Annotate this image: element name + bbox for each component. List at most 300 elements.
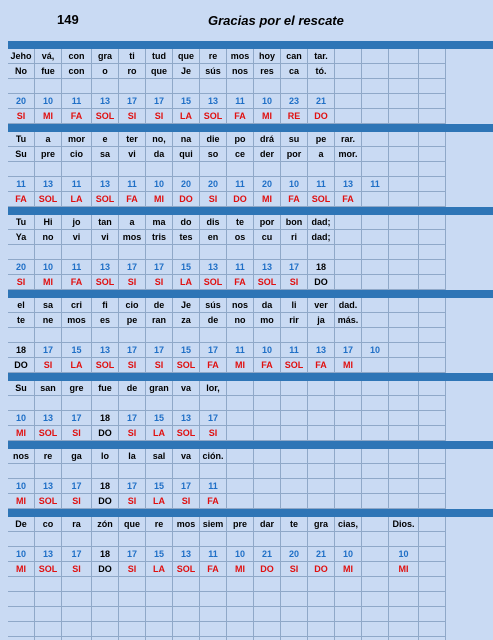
notes-cell: MI xyxy=(335,358,362,373)
notes-cell: SOL xyxy=(92,192,119,207)
numbers-cell: 11 xyxy=(200,547,227,562)
lyrics-cell xyxy=(389,298,419,313)
empty-cell xyxy=(335,328,362,343)
lyrics-cell: su xyxy=(281,132,308,147)
numbers-cell: 20 xyxy=(8,260,35,275)
lyrics-cell xyxy=(419,230,446,245)
lyrics-cell: Tu xyxy=(8,215,35,230)
lyrics-cell: te xyxy=(8,313,35,328)
empty-cell xyxy=(335,592,362,607)
empty-cell xyxy=(254,607,281,622)
empty-row xyxy=(8,162,446,177)
empty-cell xyxy=(35,622,62,637)
empty-cell xyxy=(419,532,446,547)
lyrics-cell: o xyxy=(92,64,119,79)
notes-cell: LA xyxy=(146,562,173,577)
lyrics-cell: no xyxy=(227,313,254,328)
lyrics-cell xyxy=(335,449,362,464)
lyrics-cell: za xyxy=(173,313,200,328)
lyrics-cell xyxy=(419,49,446,64)
empty-cell xyxy=(254,464,281,479)
empty-cell xyxy=(227,245,254,260)
numbers-cell: 13 xyxy=(92,94,119,109)
empty-cell xyxy=(8,328,35,343)
lyrics-cell xyxy=(389,313,419,328)
numbers-cell: 17 xyxy=(200,343,227,358)
numbers-cell: 15 xyxy=(146,411,173,426)
lyrics-row xyxy=(8,298,446,313)
empty-cell xyxy=(335,607,362,622)
lyrics-cell: dar xyxy=(254,517,281,532)
lyrics-row xyxy=(8,381,446,396)
lyrics-cell: mo xyxy=(254,313,281,328)
notes-row xyxy=(8,192,446,207)
lyrics-cell: tan xyxy=(92,215,119,230)
numbers-cell: 18 xyxy=(92,479,119,494)
empty-cell xyxy=(92,532,119,547)
numbers-cell: 11 xyxy=(227,260,254,275)
notes-cell: SI xyxy=(8,109,35,124)
numbers-cell: 11 xyxy=(308,177,335,192)
empty-row xyxy=(8,328,446,343)
numbers-cell xyxy=(335,411,362,426)
lyrics-cell: en xyxy=(200,230,227,245)
numbers-cell: 10 xyxy=(35,260,62,275)
notes-cell: LA xyxy=(146,494,173,509)
notes-cell: SI xyxy=(119,494,146,509)
lyrics-cell: ce xyxy=(227,147,254,162)
numbers-cell: 10 xyxy=(254,94,281,109)
lyrics-row xyxy=(8,64,446,79)
numbers-cell xyxy=(419,411,446,426)
notes-cell: MI xyxy=(254,192,281,207)
numbers-cell: 20 xyxy=(254,177,281,192)
numbers-cell xyxy=(419,343,446,358)
lyrics-cell: ti xyxy=(119,49,146,64)
lyrics-cell: re xyxy=(35,449,62,464)
empty-cell xyxy=(200,577,227,592)
empty-cell xyxy=(35,464,62,479)
empty-cell xyxy=(173,162,200,177)
empty-cell xyxy=(227,577,254,592)
notes-cell xyxy=(389,494,419,509)
empty-cell xyxy=(227,592,254,607)
empty-cell xyxy=(227,328,254,343)
notes-cell xyxy=(362,275,389,290)
empty-cell xyxy=(308,464,335,479)
lyrics-cell xyxy=(419,381,446,396)
numbers-cell: 17 xyxy=(119,411,146,426)
notes-cell: DO xyxy=(8,358,35,373)
lyrics-cell: sa xyxy=(35,298,62,313)
notes-cell: MI xyxy=(35,109,62,124)
empty-cell xyxy=(35,592,62,607)
empty-cell xyxy=(281,577,308,592)
lyrics-cell: ro xyxy=(119,64,146,79)
notes-cell: DO xyxy=(92,562,119,577)
empty-cell xyxy=(362,328,389,343)
notes-cell: MI xyxy=(8,426,35,441)
lyrics-cell xyxy=(419,449,446,464)
notes-cell: SI xyxy=(8,275,35,290)
notes-cell: SOL xyxy=(173,562,200,577)
lyrics-cell: die xyxy=(200,132,227,147)
lyrics-cell: res xyxy=(254,64,281,79)
notes-row xyxy=(8,426,446,441)
numbers-cell: 15 xyxy=(173,343,200,358)
empty-cell xyxy=(389,79,419,94)
numbers-cell xyxy=(254,411,281,426)
lyrics-cell: Hi xyxy=(35,215,62,230)
empty-cell xyxy=(362,607,389,622)
empty-cell xyxy=(419,162,446,177)
lyrics-cell: vá, xyxy=(35,49,62,64)
empty-cell xyxy=(62,79,92,94)
notes-cell: LA xyxy=(62,192,92,207)
lyrics-cell xyxy=(335,381,362,396)
numbers-cell: 13 xyxy=(35,479,62,494)
empty-cell xyxy=(362,162,389,177)
lyrics-cell: tó. xyxy=(308,64,335,79)
numbers-cell: 11 xyxy=(62,94,92,109)
notes-cell: SI xyxy=(62,494,92,509)
numbers-cell xyxy=(389,260,419,275)
lyrics-cell xyxy=(335,230,362,245)
lyrics-cell: Su xyxy=(8,147,35,162)
lyrics-cell xyxy=(362,298,389,313)
lyrics-cell: cias, xyxy=(335,517,362,532)
empty-cell xyxy=(62,245,92,260)
empty-cell xyxy=(254,396,281,411)
empty-cell xyxy=(200,532,227,547)
numbers-cell: 15 xyxy=(146,547,173,562)
numbers-row xyxy=(8,260,446,275)
notes-row xyxy=(8,358,446,373)
lyrics-cell: jo xyxy=(62,215,92,230)
empty-cell xyxy=(362,464,389,479)
lyrics-cell xyxy=(362,49,389,64)
lyrics-cell: ri xyxy=(281,230,308,245)
lyrics-cell: po xyxy=(227,132,254,147)
notes-cell: FA xyxy=(119,192,146,207)
empty-cell xyxy=(281,328,308,343)
numbers-cell: 13 xyxy=(173,411,200,426)
numbers-cell: 13 xyxy=(308,343,335,358)
numbers-cell: 11 xyxy=(62,260,92,275)
numbers-cell: 13 xyxy=(200,94,227,109)
notes-cell xyxy=(419,275,446,290)
lyrics-cell xyxy=(362,517,389,532)
notes-cell xyxy=(362,494,389,509)
notes-cell: FA xyxy=(8,192,35,207)
empty-cell xyxy=(119,328,146,343)
empty-cell xyxy=(335,577,362,592)
notes-cell: FA xyxy=(200,494,227,509)
notes-cell: SI xyxy=(146,109,173,124)
empty-cell xyxy=(281,532,308,547)
section-band xyxy=(8,207,493,215)
notes-cell: FA xyxy=(200,562,227,577)
lyrics-cell: san xyxy=(35,381,62,396)
empty-cell xyxy=(362,79,389,94)
notes-cell xyxy=(362,562,389,577)
notes-cell: FA xyxy=(335,192,362,207)
numbers-cell xyxy=(389,343,419,358)
lyrics-cell: por xyxy=(281,147,308,162)
numbers-cell xyxy=(362,479,389,494)
lyrics-cell: ter xyxy=(119,132,146,147)
numbers-cell: 17 xyxy=(35,343,62,358)
lyrics-cell: can xyxy=(281,49,308,64)
numbers-cell: 10 xyxy=(254,343,281,358)
notes-cell xyxy=(389,275,419,290)
empty-cell xyxy=(419,79,446,94)
numbers-cell: 13 xyxy=(35,411,62,426)
empty-cell xyxy=(281,592,308,607)
lyrics-cell: drá xyxy=(254,132,281,147)
lyrics-cell: sa xyxy=(92,147,119,162)
empty-cell xyxy=(362,396,389,411)
numbers-row xyxy=(8,343,446,358)
empty-cell xyxy=(35,396,62,411)
lyrics-cell xyxy=(227,381,254,396)
lyrics-cell: que xyxy=(173,49,200,64)
numbers-cell: 10 xyxy=(146,177,173,192)
empty-cell xyxy=(173,607,200,622)
lyrics-cell: ca xyxy=(281,64,308,79)
empty-cell xyxy=(119,245,146,260)
numbers-cell: 11 xyxy=(362,177,389,192)
numbers-cell: 11 xyxy=(227,94,254,109)
empty-cell xyxy=(62,592,92,607)
notes-row xyxy=(8,562,446,577)
lyrics-cell: mos xyxy=(227,49,254,64)
section-band xyxy=(8,124,493,132)
numbers-cell xyxy=(419,177,446,192)
lyrics-cell: der xyxy=(254,147,281,162)
numbers-cell: 17 xyxy=(62,479,92,494)
empty-cell xyxy=(200,464,227,479)
notes-cell: MI xyxy=(227,358,254,373)
empty-cell xyxy=(173,592,200,607)
lyrics-cell xyxy=(419,64,446,79)
numbers-cell xyxy=(362,260,389,275)
notes-cell xyxy=(227,494,254,509)
lyrics-cell: qui xyxy=(173,147,200,162)
empty-cell xyxy=(308,396,335,411)
empty-cell xyxy=(419,328,446,343)
lyrics-cell xyxy=(389,381,419,396)
notes-cell: SI xyxy=(62,562,92,577)
empty-cell xyxy=(389,328,419,343)
lyrics-cell: cu xyxy=(254,230,281,245)
lyrics-cell: ran xyxy=(146,313,173,328)
empty-cell xyxy=(62,396,92,411)
lyrics-cell xyxy=(419,132,446,147)
lyrics-cell xyxy=(419,215,446,230)
notes-cell: SOL xyxy=(200,275,227,290)
empty-cell xyxy=(389,396,419,411)
empty-cell xyxy=(62,622,92,637)
lyrics-cell: mos xyxy=(119,230,146,245)
hymn-number: 149 xyxy=(57,12,79,27)
lyrics-sheet xyxy=(8,41,493,640)
section-band xyxy=(8,290,493,298)
empty-cell xyxy=(227,162,254,177)
notes-cell: FA xyxy=(227,109,254,124)
empty-cell xyxy=(119,577,146,592)
lyrics-cell: Jeho xyxy=(8,49,35,64)
numbers-cell: 15 xyxy=(62,343,92,358)
empty-cell xyxy=(146,577,173,592)
numbers-cell: 17 xyxy=(200,411,227,426)
empty-cell xyxy=(362,577,389,592)
empty-cell xyxy=(8,592,35,607)
notes-cell: SOL xyxy=(173,358,200,373)
lyrics-cell xyxy=(419,517,446,532)
empty-cell xyxy=(254,245,281,260)
empty-cell xyxy=(92,162,119,177)
notes-cell xyxy=(362,109,389,124)
notes-cell: FA xyxy=(200,358,227,373)
empty-cell xyxy=(227,396,254,411)
lyrics-cell: li xyxy=(281,298,308,313)
lyrics-row xyxy=(8,132,446,147)
lyrics-cell xyxy=(419,298,446,313)
section-band xyxy=(8,373,493,381)
empty-cell xyxy=(389,607,419,622)
empty-cell xyxy=(200,622,227,637)
notes-cell: SI xyxy=(119,358,146,373)
numbers-cell: 10 xyxy=(281,177,308,192)
empty-cell xyxy=(281,396,308,411)
numbers-cell: 18 xyxy=(92,411,119,426)
empty-cell xyxy=(281,162,308,177)
empty-cell xyxy=(362,592,389,607)
notes-cell: SOL xyxy=(200,109,227,124)
lyrics-cell: bon xyxy=(281,215,308,230)
empty-cell xyxy=(200,607,227,622)
numbers-cell xyxy=(362,94,389,109)
lyrics-cell: dad; xyxy=(308,230,335,245)
empty-cell xyxy=(254,79,281,94)
lyrics-cell: no, xyxy=(146,132,173,147)
lyrics-cell: tes xyxy=(173,230,200,245)
empty-cell xyxy=(119,464,146,479)
lyrics-cell: nos xyxy=(227,298,254,313)
empty-row xyxy=(8,464,446,479)
notes-cell xyxy=(419,562,446,577)
lyrics-cell xyxy=(419,147,446,162)
empty-cell xyxy=(389,245,419,260)
notes-cell xyxy=(281,426,308,441)
lyrics-cell xyxy=(389,215,419,230)
notes-cell xyxy=(362,358,389,373)
lyrics-cell: a xyxy=(119,215,146,230)
lyrics-cell xyxy=(389,132,419,147)
empty-cell xyxy=(335,245,362,260)
lyrics-cell xyxy=(362,147,389,162)
lyrics-cell: nos xyxy=(8,449,35,464)
numbers-cell xyxy=(335,479,362,494)
lyrics-cell: mor xyxy=(62,132,92,147)
numbers-cell xyxy=(308,411,335,426)
notes-cell: DO xyxy=(308,275,335,290)
notes-cell: LA xyxy=(62,358,92,373)
empty-cell xyxy=(227,532,254,547)
empty-cell xyxy=(254,622,281,637)
numbers-cell xyxy=(389,177,419,192)
notes-cell: LA xyxy=(146,426,173,441)
notes-cell: DO xyxy=(173,192,200,207)
notes-cell: DO xyxy=(254,562,281,577)
section-band xyxy=(8,509,493,517)
lyrics-cell: pe xyxy=(308,132,335,147)
lyrics-cell xyxy=(362,215,389,230)
notes-cell: SI xyxy=(119,562,146,577)
lyrics-cell: sal xyxy=(146,449,173,464)
numbers-cell: 23 xyxy=(281,94,308,109)
lyrics-row xyxy=(8,147,446,162)
empty-cell xyxy=(281,245,308,260)
numbers-cell: 10 xyxy=(362,343,389,358)
notes-cell xyxy=(308,426,335,441)
notes-row xyxy=(8,494,446,509)
numbers-cell: 13 xyxy=(335,177,362,192)
notes-cell xyxy=(335,426,362,441)
lyrics-cell: lo xyxy=(92,449,119,464)
numbers-cell: 13 xyxy=(35,547,62,562)
lyrics-cell: ver xyxy=(308,298,335,313)
empty-cell xyxy=(200,396,227,411)
notes-cell: SI xyxy=(200,192,227,207)
empty-cell xyxy=(146,622,173,637)
notes-cell: MI xyxy=(8,562,35,577)
lyrics-cell xyxy=(281,381,308,396)
notes-cell: SOL xyxy=(173,426,200,441)
notes-cell xyxy=(419,109,446,124)
lyrics-cell: e xyxy=(92,132,119,147)
lyrics-cell: dad. xyxy=(335,298,362,313)
notes-cell xyxy=(362,192,389,207)
numbers-cell: 13 xyxy=(200,260,227,275)
numbers-cell: 17 xyxy=(281,260,308,275)
empty-cell xyxy=(281,622,308,637)
lyrics-cell: cio xyxy=(119,298,146,313)
empty-cell xyxy=(92,577,119,592)
lyrics-cell: hoy xyxy=(254,49,281,64)
numbers-row xyxy=(8,479,446,494)
empty-cell xyxy=(35,245,62,260)
numbers-cell xyxy=(281,411,308,426)
numbers-cell: 15 xyxy=(146,479,173,494)
numbers-cell: 17 xyxy=(62,547,92,562)
lyrics-cell xyxy=(281,449,308,464)
numbers-cell xyxy=(281,479,308,494)
lyrics-cell: ción. xyxy=(200,449,227,464)
numbers-cell: 18 xyxy=(8,343,35,358)
notes-cell: DO xyxy=(92,426,119,441)
empty-cell xyxy=(227,464,254,479)
numbers-cell: 11 xyxy=(119,177,146,192)
numbers-cell: 20 xyxy=(8,94,35,109)
numbers-cell: 15 xyxy=(173,94,200,109)
numbers-row xyxy=(8,411,446,426)
lyrics-cell: tar. xyxy=(308,49,335,64)
lyrics-cell: por xyxy=(254,215,281,230)
empty-cell xyxy=(200,592,227,607)
lyrics-cell xyxy=(389,147,419,162)
